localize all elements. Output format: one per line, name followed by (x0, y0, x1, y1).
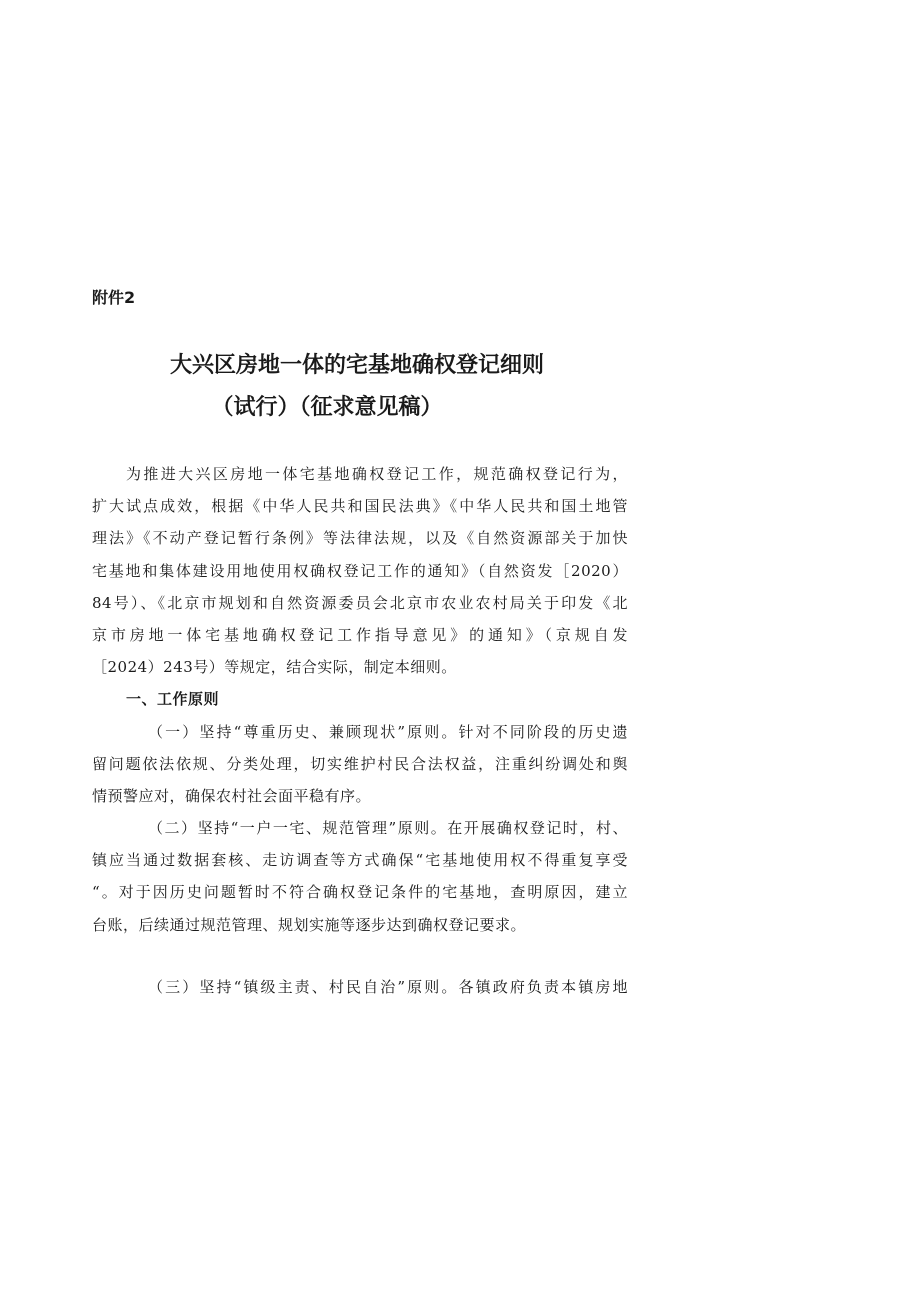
intro-line-6: 京市房地一体宅基地确权登记工作指导意见》的通知》（京规自发 (92, 625, 628, 644)
intro-line-5: 84号）、《北京市规划和自然资源委员会北京市农业农村局关于印发《北 (92, 593, 628, 612)
principle-2-line-4: 台账，后续通过规范管理、规划实施等逐步达到确权登记要求。 (92, 915, 527, 934)
principle-1-line-2: 留问题依法依规、分类处理，切实维护村民合法权益，注重纠纷调处和舆 (92, 754, 628, 773)
principle-item-1 (92, 716, 628, 813)
section-heading-principles: 一、工作原则 (126, 690, 220, 709)
document-title-line-1: 大兴区房地一体的宅基地确权登记细则 (169, 353, 544, 378)
attachment-label: 附件2 (92, 288, 136, 307)
intro-line-7: ［2024）243号）等规定，结合实际，制定本细则。 (92, 658, 457, 677)
principle-3-line-1: （三）坚持“镇级主责、村民自治”原则。各镇政府负责本镇房地 (148, 977, 628, 996)
intro-line-1: 为推进大兴区房地一体宅基地确权登记工作，规范确权登记行为， (126, 465, 628, 483)
paragraph-gap (92, 941, 628, 971)
document-title-line-2: （试行）（征求意见稿） (211, 395, 443, 420)
principle-2-line-3: “。对于因历史问题暂时不符合确权登记条件的宅基地，查明原因，建立 (92, 883, 628, 902)
principle-1-line-3: 情预警应对，确保农村社会面平稳有序。 (92, 786, 372, 805)
principle-2-line-1: （二）坚持“一户一宅、规范管理”原则。在开展确权登记时，村、 (148, 819, 628, 838)
principle-2-line-2: 镇应当通过数据套核、走访调查等方式确保“宅基地使用权不得重复享受 (92, 851, 628, 870)
intro-line-2: 扩大试点成效，根据《中华人民共和国民法典》《中华人民共和国土地管 (92, 497, 628, 516)
intro-line-3: 理法》《不动产登记暂行条例》等法律法规，以及《自然资源部关于加快 (92, 529, 628, 548)
intro-paragraph (92, 458, 628, 683)
principle-1-line-1: （一）坚持“尊重历史、兼顾现状”原则。针对不同阶段的历史遗 (148, 722, 628, 741)
intro-line-4: 宅基地和集体建设用地使用权确权登记工作的通知》（自然资发［2020） (92, 561, 628, 580)
document-body (92, 458, 628, 1003)
principle-item-3 (92, 971, 628, 1003)
principle-item-2 (92, 812, 628, 941)
